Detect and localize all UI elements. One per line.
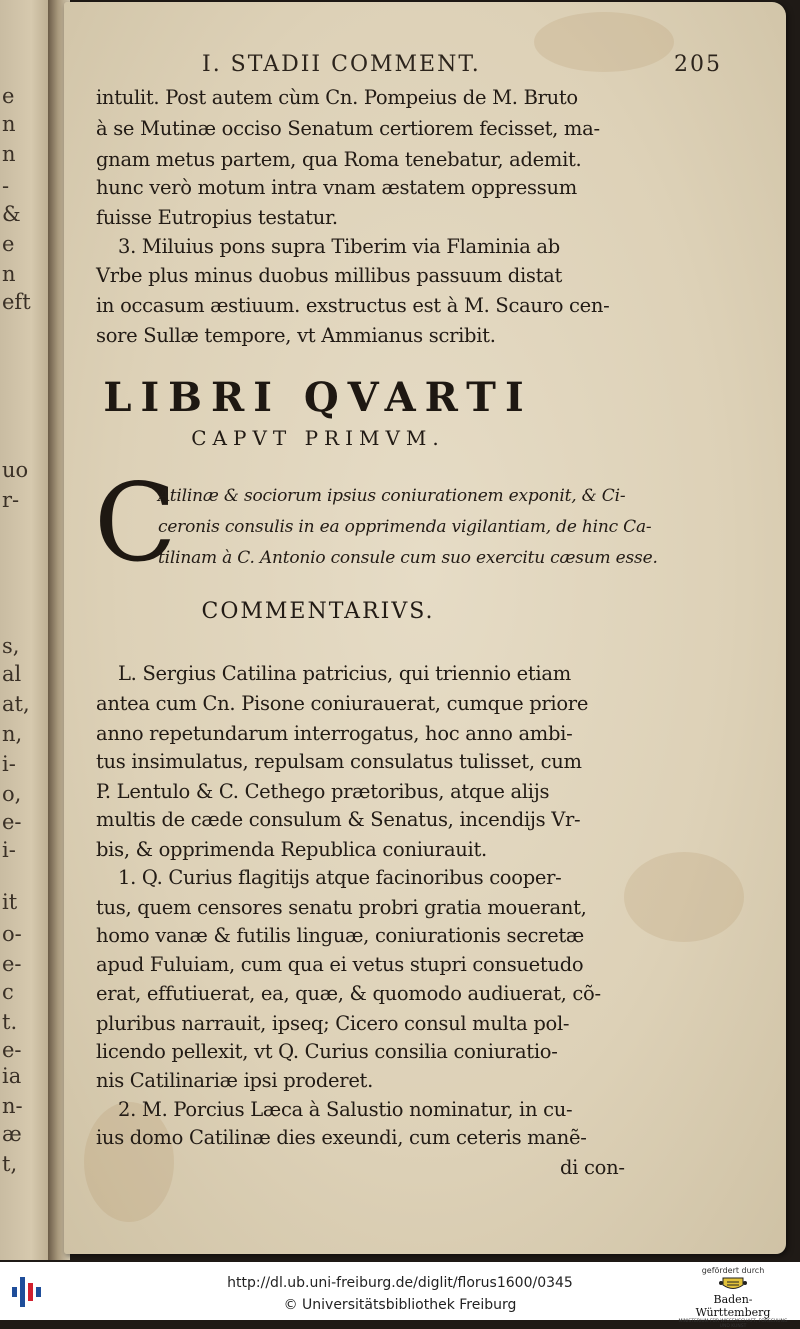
previous-page-text-fragment: & (2, 202, 21, 226)
document-url-link[interactable]: http://dl.ub.uni-freiburg.de/diglit/florus1600/0345 (227, 1275, 573, 1291)
text-line: intulit. Post autem cùm Cn. Pompeius de M. Bruto (96, 86, 578, 109)
text-line: 1. Q. Curius flagitijs atque facinoribus cooper- (118, 866, 562, 889)
previous-page-text-fragment: al (2, 662, 22, 686)
running-head-title: I. STADII COMMENT. (202, 52, 481, 77)
text-line: fuisse Eutropius testatur. (96, 206, 338, 229)
commentarius-heading: COMMENTARIVS. (201, 599, 435, 624)
page-number: 205 (674, 52, 722, 77)
text-line: tus, quem censores senatu probri gratia mouerant, (96, 896, 587, 919)
sponsor-ministry: MINISTERIUM FÜR WISSENSCHAFT, FORSCHUNG UND KUNST (678, 1319, 788, 1329)
previous-page-text-fragment: s, (2, 634, 20, 658)
previous-page-text-fragment: n (2, 142, 16, 166)
summary-line: Atilinæ & sociorum ipsius coniurationem exponit, & Ci- (158, 486, 626, 506)
sponsor-state: Baden-Württemberg (695, 1293, 771, 1319)
drop-cap: C (94, 461, 177, 586)
text-line: hunc verò motum intra vnam æstatem oppressum (96, 176, 577, 199)
previous-page-text-fragment: e (2, 84, 15, 108)
catchword: di con- (560, 1156, 625, 1179)
previous-page-text-fragment: eft (2, 290, 31, 314)
previous-page-text-fragment: at, (2, 692, 30, 716)
previous-page-text-fragment: n (2, 262, 16, 286)
text-line: Vrbe plus minus duobus millibus passuum distat (96, 264, 563, 287)
previous-page-text-fragment: e- (2, 952, 22, 976)
text-line: 3. Miluius pons supra Tiberim via Flaminia ab (118, 235, 560, 258)
previous-page-text-fragment: n- (2, 1094, 23, 1118)
previous-page-text-fragment: o- (2, 922, 22, 946)
text-line: P. Lentulo & C. Cethego prætoribus, atque alijs (96, 780, 550, 803)
text-line: anno repetundarum interrogatus, hoc anno ambi- (96, 722, 573, 745)
sponsor-label: gefördert durch (701, 1266, 765, 1275)
summary-line: ceronis consulis in ea opprimenda vigilantiam, de hinc Ca- (158, 517, 652, 537)
sponsor-logo (678, 1266, 788, 1329)
book-heading: LIBRI QVARTI (103, 374, 533, 421)
text-line: apud Fuluiam, cum qua ei vetus stupri consuetudo (96, 953, 584, 976)
previous-page-text-fragment: uo (2, 458, 29, 482)
previous-page-text-fragment: n (2, 112, 16, 136)
text-line: erat, effutiuerat, ea, quæ, & quomodo audiuerat, cõ- (96, 982, 601, 1005)
previous-page-text-fragment: e- (2, 1038, 22, 1062)
text-line: à se Mutinæ occiso Senatum certiorem fecisset, ma- (96, 117, 600, 140)
text-line: sore Sullæ tempore, vt Ammianus scribit. (96, 324, 496, 347)
crest-icon (719, 1276, 747, 1292)
previous-page-text-fragment: e (2, 232, 15, 256)
previous-page-text-fragment: n, (2, 722, 23, 746)
paper-stain (624, 852, 744, 942)
previous-page-text-fragment: t. (2, 1010, 18, 1034)
running-head (202, 52, 722, 82)
previous-page-text-fragment: - (2, 174, 10, 198)
text-line: gnam metus partem, qua Roma tenebatur, ademit. (96, 148, 582, 171)
previous-page-text-fragment: o, (2, 782, 22, 806)
text-line: in occasum æstiuum. exstructus est à M. Scauro cen- (96, 294, 610, 317)
previous-page-edge (0, 0, 52, 1260)
text-line: tus insimulatus, repulsam consulatus tulisset, cum (96, 750, 582, 773)
text-line: 2. M. Porcius Læca à Salustio nominatur, in cu- (118, 1098, 573, 1121)
text-line: nis Catilinariæ ipsi proderet. (96, 1069, 373, 1092)
text-line: multis de cæde consulum & Senatus, incendijs Vr- (96, 808, 581, 831)
previous-page-text-fragment: t, (2, 1152, 18, 1176)
text-line: licendo pellexit, vt Q. Curius consilia coniuratio- (96, 1040, 558, 1063)
copyright-notice: © Universitätsbibliothek Freiburg (283, 1297, 517, 1313)
text-line: homo vanæ & futilis linguæ, coniurationis secretæ (96, 924, 584, 947)
previous-page-text-fragment: æ (2, 1122, 22, 1146)
previous-page-text-fragment: r- (2, 488, 20, 512)
previous-page-text-fragment: c (2, 980, 14, 1004)
text-line: antea cum Cn. Pisone coniurauerat, cumque priore (96, 692, 589, 715)
viewer-footer (0, 1262, 800, 1329)
chapter-heading: CAPVT PRIMVM. (191, 426, 445, 450)
text-line: pluribus narrauit, ipseq; Cicero consul multa pol- (96, 1012, 570, 1035)
text-line: bis, & opprimenda Republica coniurauit. (96, 838, 487, 861)
book-page (64, 2, 786, 1254)
previous-page-text-fragment: i- (2, 752, 16, 776)
previous-page-text-fragment: e- (2, 810, 22, 834)
previous-page-text-fragment: it (2, 890, 18, 914)
summary-line: tilinam à C. Antonio consule cum suo exercitu cæsum esse. (158, 548, 658, 568)
text-line: L. Sergius Catilina patricius, qui triennio etiam (118, 662, 571, 685)
previous-page-text-fragment: i- (2, 838, 16, 862)
previous-page-text-fragment: ia (2, 1064, 22, 1088)
text-line: ius domo Catilinæ dies exeundi, cum ceteris manẽ- (96, 1126, 587, 1149)
